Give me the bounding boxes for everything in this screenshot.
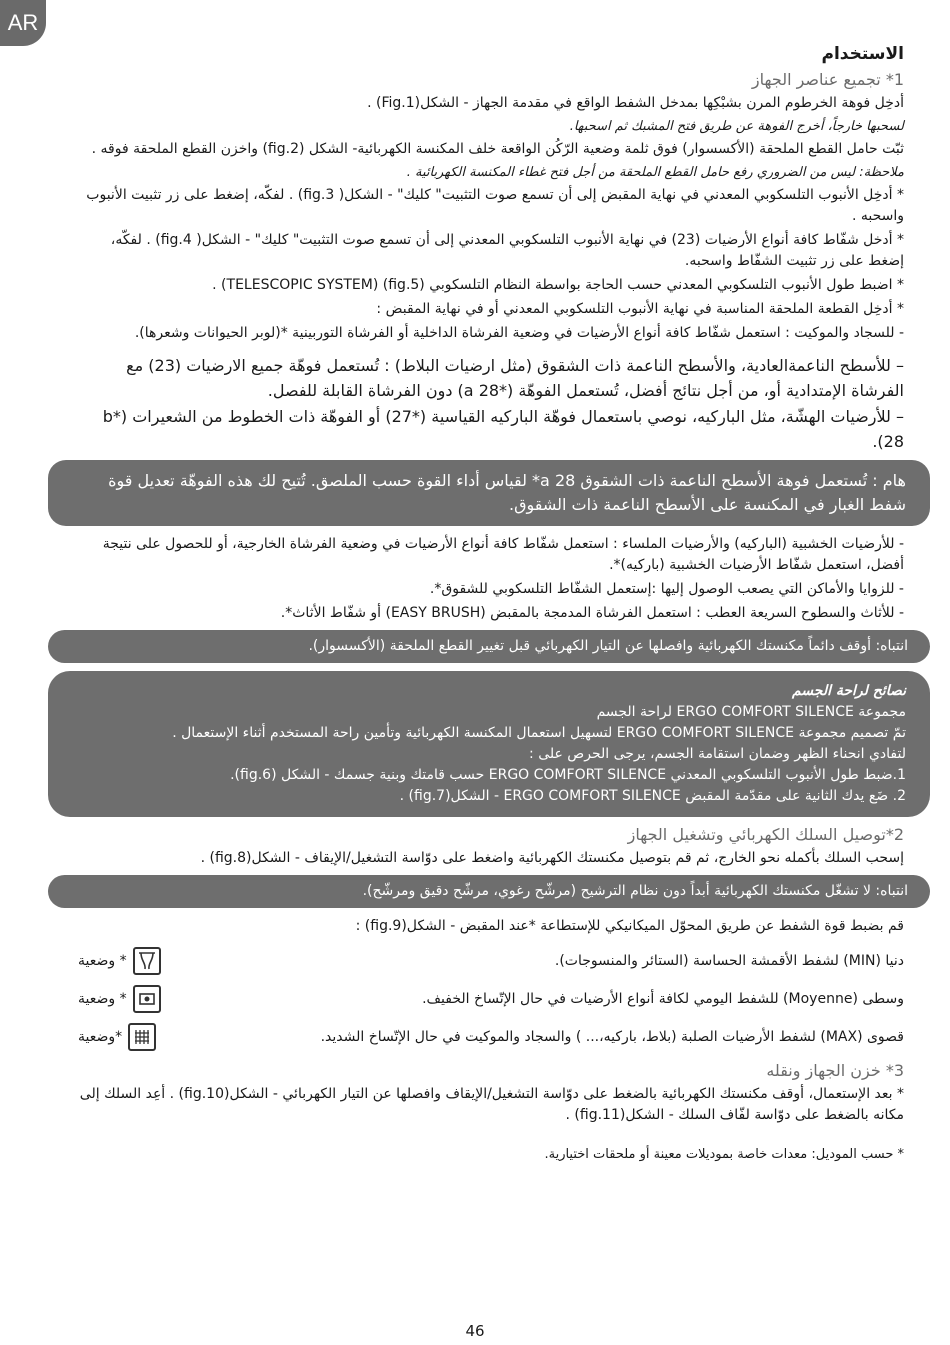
paragraph: * أدخِل الأنبوب التلسكوبي المعدني في نهاية المقبض إلى أن تسمع صوت التثبيت" كليك" - الشكل( fig.3) . لفكّه، إضغط على زر تثبيت الأنبوب واسحبه . [86, 187, 904, 224]
carpet-icon [128, 1023, 156, 1051]
paragraph: - للزوايا والأماكن التي يصعب الوصول إليها :إستعمل الشفّاط التلسكوبي للشقوق*. [429, 581, 904, 597]
language-badge: AR [0, 0, 46, 46]
mode-description: قصوى (MAX) لشفط الأرضيات الصلبة (بلاط، باركيه،... ) والسجاد والموكيت في حال الإتّساخ الشديد. [320, 1028, 904, 1045]
paragraph: – للأرضيات الهشّة، مثل الباركيه، نوصي باستعمال فوهّة الباركيه القياسية (*27) أو الفوهّة ذات الخطوط من الشعيرات (*b 28). [102, 407, 904, 451]
comfort-line: مجموعة ERGO COMFORT SILENCE لراحة الجسم [596, 704, 906, 720]
section-3-heading: 3* خزن الجهاز ونقله [766, 1061, 904, 1080]
warning-bar: انتباه: لا تشغّل مكنستك الكهربائية أبداً دون نظام الترشيح (مرشّح رغوي، مرشّح دقيق ومرشّح). [48, 875, 930, 908]
comfort-line: 1.ضبط طول الأنبوب التلسكوبي المعدني ERGO COMFORT SILENCE حسب قامتك وبنية جسمك - الشكل (fig.6). [230, 767, 906, 783]
paragraph: قم بضبط قوة الشفط عن طريق المحوّل الميكانيكي للإستطاعة *عند المقبض - الشكل(fig.9) : [355, 918, 904, 934]
paragraph: ثبّت حامل القطع الملحقة (الأكسسوار) فوق ثلمة وضعية الرّكُن الواقعة خلف المكنسة الكهربائية- الشكل (fig.2) واخزن القطع الملحقة فوقه . [91, 141, 904, 157]
section-1-heading: 1* تجميع عناصر الجهاز [751, 70, 904, 89]
paragraph: – للأسطح الناعمةالعادية، والأسطح الناعمة ذات الشقوق (مثل ارضيات البلاط) : تُستعمل فوهّة جميع الارضيات (23) مع الفرشاة الإمتدادية أو، من أجل نتائج أفضل، تُستعمل الفوهّة (*a 28) دون الفرشاة القابلة للفصل. [126, 356, 904, 400]
page-number: 46 [465, 1322, 485, 1340]
power-mode-max [78, 1023, 904, 1051]
comfort-line: 2. ضَع يدك الثانية على مقدّمة المقبض ERGO COMFORT SILENCE - الشكل(fig.7) . [399, 788, 906, 804]
page-title: الاستخدام [821, 44, 904, 64]
position-label: * وضعية [78, 990, 127, 1007]
paragraph: أدخِل فوهة الخرطوم المرن بشبْكِها بمدخل الشفط الواقع في مقدمة الجهاز - الشكل(Fig.1) . [367, 95, 904, 111]
paragraph: * اضبط طول الأنبوب التلسكوبي المعدني حسب الحاجة بواسطة النظام التلسكوبي (fig.5) (TELESCOPIC SYSTEM) . [212, 277, 904, 293]
comfort-tips-title: نصائح لراحة الجسم [791, 683, 906, 699]
paragraph: - للأثاث والسطوح السريعة العطب : استعمل الفرشاة المدمجة بالمقبض (EASY BRUSH) أو شفّاط الأثاث*. [280, 605, 904, 621]
manual-page [78, 44, 908, 1168]
mode-description: وسطى (Moyenne) للشفط اليومي لكافة أنواع الأرضيات في حال الإتّساخ الخفيف. [422, 990, 904, 1007]
paragraph: * أدخل شفّاط كافة أنواع الأرضيات (23) في نهاية الأنبوب التلسكوبي المعدني إلى أن تسمع صوت التثبيت" كليك" - الشكل( fig.4) . لفكّه، إضغط على زر تثبيت الشفّاط واسحبه. [110, 232, 904, 269]
power-mode-min [78, 947, 904, 975]
comfort-tips-box [48, 671, 930, 817]
important-note-box: هام : تُستعمل فوهة الأسطح الناعمة ذات الشقوق a 28* لقياس أداء القوة حسب الملصق. تُتيح لك هذه الفوهّة تعديل قوة شفط الغبار في المكنسة على الأسطح الناعمة ذات الشقوق. [48, 460, 930, 526]
paragraph: - للأرضيات الخشبية (الباركيه) والأرضيات الملساء : استعمل شفّاط كافة أنواع الأرضيات في وضعية الفرشاة الخارجية، أو للحصول على نتيجة أفضل، استعمل شفّاط الأرضيات الخشبية (باركيه)*. [102, 536, 904, 573]
position-label: * وضعية [78, 952, 127, 969]
curtain-icon [133, 947, 161, 975]
note: ملاحظة: ليس من الضروري رفع حامل القطع الملحقة من أجل فتح غطاء المكنسة الكهربائية . [406, 165, 904, 180]
paragraph: - للسجاد والموكيت : استعمل شفّاط كافة أنواع الأرضيات في وضعية الفرشاة الداخلية أو الفرشاة التوربينية *(لوبر الحيوانات وشعرها). [134, 325, 904, 341]
floor-icon [133, 985, 161, 1013]
note: لسحبها خارجاً، أخرج الفوهة عن طريق فتح المشبك ثم اسحبها. [569, 119, 904, 134]
footnote: * حسب الموديل: معدات خاصة بموديلات معينة أو ملحقات اختيارية. [544, 1147, 904, 1162]
section-2-heading: 2*توصيل السلك الكهربائي وتشغيل الجهاز [627, 825, 904, 844]
mode-description: دنيا (MIN) لشفط الأقمشة الحساسة (الستائر والمنسوجات). [554, 952, 904, 969]
comfort-line: لتفادي انحناء الظهر وضمان استقامة الجسم، يرجى الحرص على : [529, 746, 906, 762]
power-mode-medium [78, 985, 904, 1013]
comfort-line: تمّ تصميم مجموعة ERGO COMFORT SILENCE لتسهيل استعمال المكنسة الكهربائية وتأمين راحة المستخدم أثناء الإستعمال . [172, 725, 906, 741]
paragraph: إسحب السلك بأكمله نحو الخارج، ثم قم بتوصيل مكنستك الكهربائية واضغط على دوّاسة التشغيل/الإيقاف - الشكل(fig.8) . [200, 850, 904, 866]
paragraph: * أدخِل القطعة الملحقة المناسبة في نهاية الأنبوب التلسكوبي المعدني أو في نهاية المقبض : [376, 301, 904, 317]
warning-bar: انتباه: أوقف دائماً مكنستك الكهربائية وافصلها عن التيار الكهربائي قبل تغيير القطع الملحقة (الأكسسوار). [48, 630, 930, 663]
position-label: *وضعية [78, 1028, 123, 1045]
paragraph: * بعد الإستعمال، أوقف مكنستك الكهربائية بالضغط على دوّاسة التشغيل/الإيقاف وافصلها عن التيار الكهربائي - الشكل(fig.10) . أعِد السلك إلى مكانه بالضغط على دوّاسة لفّاف السلك - الشكل(fig.11) . [79, 1086, 904, 1123]
